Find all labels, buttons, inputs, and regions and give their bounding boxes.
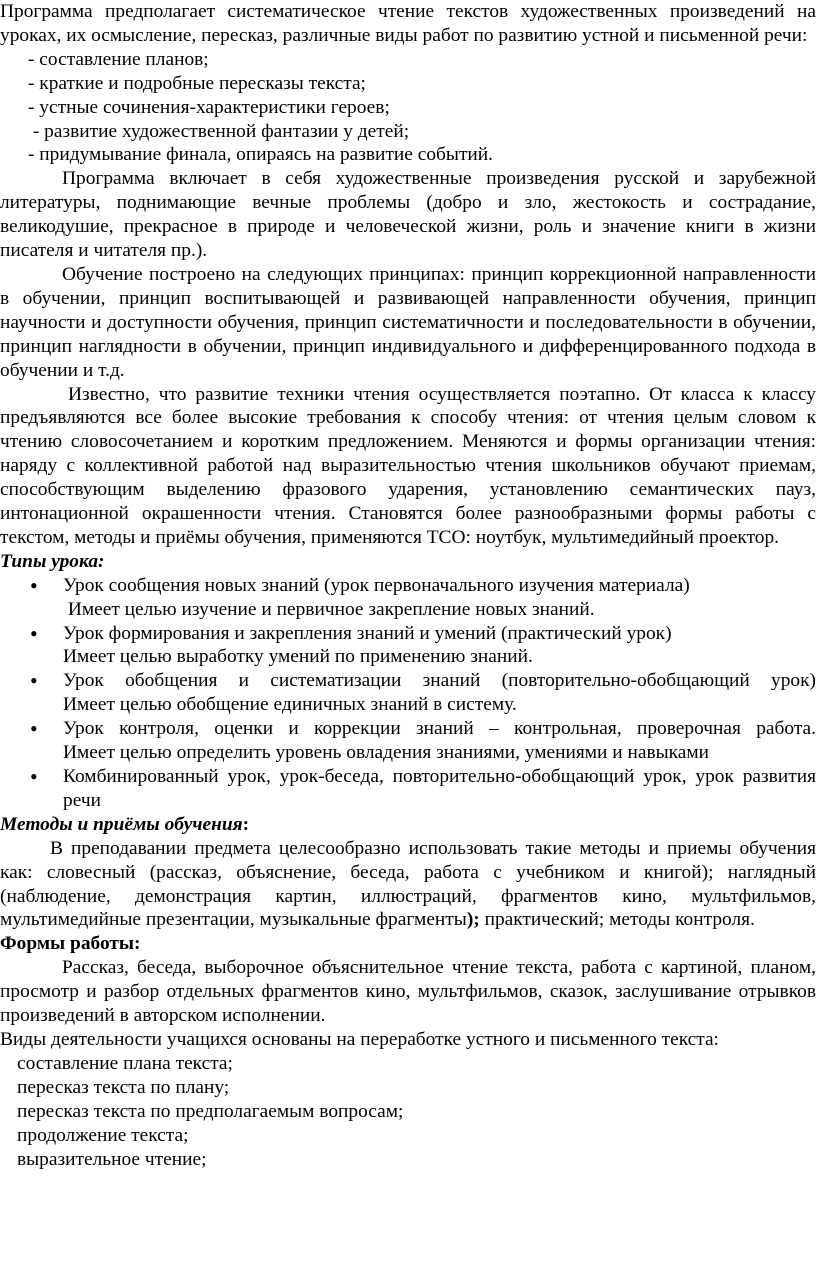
lesson-type-item bbox=[0, 574, 816, 622]
lesson-type-title: • Урок сообщения новых знаний (урок первоначального изучения материала) bbox=[63, 574, 690, 596]
lesson-type-title: • Урок обобщения и систематизации знаний (повторительно-обобщающий урок) bbox=[63, 670, 816, 692]
methods-text-end: практический; методы контроля. bbox=[479, 909, 755, 931]
lesson-type-item bbox=[0, 669, 816, 717]
intro-list-item: - развитие художественной фантазии у детей; bbox=[28, 120, 410, 142]
lesson-type-item bbox=[0, 717, 816, 765]
activity-item: продолжение текста; bbox=[17, 1124, 189, 1146]
paragraph-reading-technique: Известно, что развитие техники чтения осуществляется поэтапно. От класса к классу предъявляются все более высокие требования к способу чтения: от чтения целым словом к чтению словосочетанием и коротким предложением. Меняются и формы организации чтения: наряду с коллективной работой над выразительностью чтения школьников обучают приемам, способствующим выделению фразового ударения, установлению семантических пауз, интонационной окрашенности чтения. Становятся более разнообразными формы работы с текстом, методы и приёмы обучения, применяются ТСО: ноутбук, мультимедийный проектор. bbox=[0, 383, 816, 548]
activity-item: выразительное чтение; bbox=[17, 1148, 207, 1170]
lesson-types-heading: Типы урока: bbox=[0, 550, 105, 572]
lesson-type-desc: Имеет целью определить уровень овладения знаниями, умениями и навыками bbox=[63, 742, 710, 764]
paragraph-principles: Обучение построено на следующих принципах: принцип коррекционной направленности в обучении, принцип воспитывающей и развивающей направленности обучения, принцип научности и доступности обучения, принцип систематичности и последовательности в обучении, принцип наглядности в обучении, принцип индивидуального и дифференцированного подхода в обучении и т.д. bbox=[0, 263, 816, 381]
methods-text: В преподавании предмета целесообразно использовать такие методы и приемы обучения как: словесный (рассказ, объяснение, беседа, работа с учебником и книгой); наглядный (наблюдение, демонстрация картин, иллюстраций, фрагментов кино, мультфильмов, мультимедийные презентации, музыкальные фрагменты bbox=[0, 837, 816, 931]
intro-list-item: - устные сочинения-характеристики героев; bbox=[28, 96, 390, 118]
lesson-type-item bbox=[0, 622, 816, 670]
intro-paragraph: Программа предполагает систематическое чтение текстов художественных произведений на уроках, их осмысление, пересказ, различные виды работ по развитию устной и письменной речи: bbox=[0, 1, 816, 46]
methods-heading-text: Методы и приёмы обучения bbox=[0, 813, 243, 835]
intro-list-item: - составление планов; bbox=[28, 48, 209, 70]
activities-intro: Виды деятельности учащихся основаны на переработке устного и письменного текста: bbox=[0, 1028, 719, 1050]
lesson-type-title: • Комбинированный урок, урок-беседа, повторительно-обобщающий урок, урок развития речи bbox=[63, 766, 816, 811]
methods-paragraph bbox=[0, 837, 816, 933]
activities-list bbox=[0, 1052, 816, 1172]
lesson-type-desc: Имеет целью выработку умений по применению знаний. bbox=[63, 646, 533, 668]
intro-list-item: - краткие и подробные пересказы текста; bbox=[28, 72, 366, 94]
intro-list bbox=[0, 48, 816, 168]
lesson-type-title: • Урок формирования и закрепления знаний и умений (практический урок) bbox=[63, 622, 672, 644]
lesson-type-title: • Урок контроля, оценки и коррекции знаний – контрольная, проверочная работа. bbox=[63, 718, 816, 740]
lesson-type-desc: Имеет целью обобщение единичных знаний в систему. bbox=[63, 694, 517, 716]
work-forms-paragraph: Рассказ, беседа, выборочное объяснительное чтение текста, работа с картиной, планом, просмотр и разбор отдельных фрагментов кино, мультфильмов, сказок, заслушивание отрывков произведений в авторском исполнении. bbox=[0, 957, 816, 1027]
methods-heading bbox=[0, 813, 816, 837]
methods-text-bold: ); bbox=[466, 909, 480, 931]
activity-item: составление плана текста; bbox=[17, 1052, 233, 1074]
activity-item: пересказ текста по предполагаемым вопросам; bbox=[17, 1100, 404, 1122]
activity-item: пересказ текста по плану; bbox=[17, 1076, 230, 1098]
lesson-types-list bbox=[0, 574, 816, 813]
paragraph-program-content: Программа включает в себя художественные произведения русской и зарубежной литературы, поднимающие вечные проблемы (добро и зло, жестокость и сострадание, великодушие, прекрасное в природе и человеческой жизни, роль и значение книги в жизни писателя и читателя пр.). bbox=[0, 168, 816, 262]
lesson-type-item bbox=[0, 765, 816, 813]
intro-list-item: - придумывание финала, опираясь на развитие событий. bbox=[28, 144, 494, 166]
lesson-type-desc: Имеет целью изучение и первичное закрепление новых знаний. bbox=[63, 598, 595, 620]
methods-heading-colon: : bbox=[242, 813, 250, 835]
work-forms-heading: Формы работы: bbox=[0, 933, 141, 955]
